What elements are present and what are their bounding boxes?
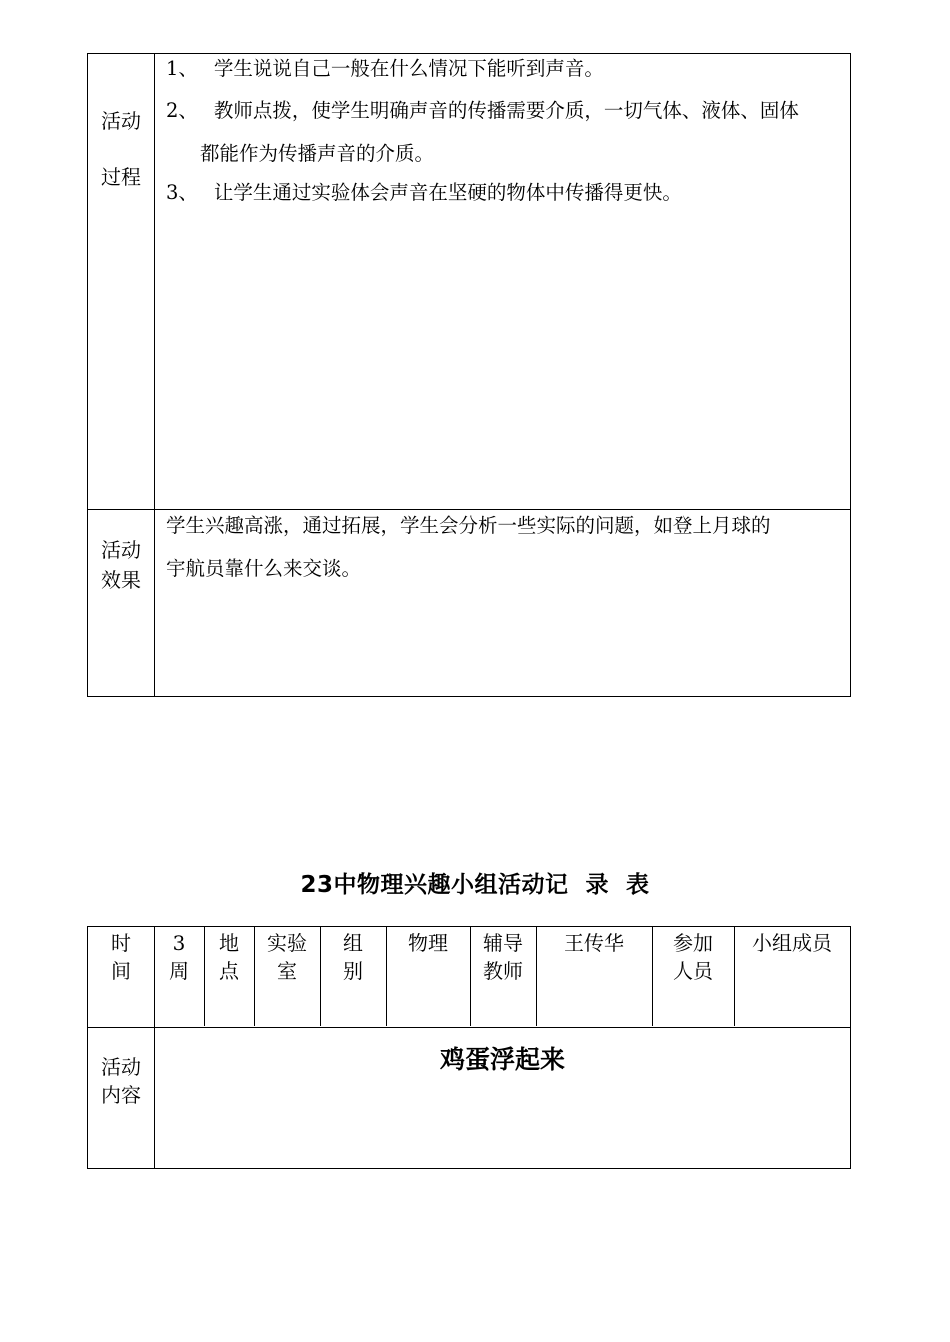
teacher-value: 王传华 xyxy=(564,931,624,955)
group-value: 物理 xyxy=(408,931,448,955)
place-value: 实验 室 xyxy=(267,931,307,983)
time-label: 时 间 xyxy=(111,931,131,983)
members-label: 参加 人员 xyxy=(673,931,713,983)
effect-line-1: 学生兴趣高涨，通过拓展，学生会分析一些实际的问题，如登上月球的 xyxy=(166,514,771,537)
activity-topic: 鸡蛋浮起来 xyxy=(439,1045,565,1074)
time-value: 3 周 xyxy=(169,931,189,983)
process-item-2-continued: 都能作为传播声音的介质。 xyxy=(200,142,435,165)
activity-record-table-top xyxy=(87,53,851,697)
place-label: 地 点 xyxy=(219,931,239,983)
process-item-2: 2、 教师点拨，使学生明确声音的传播需要介质，一切气体、液体、固体 xyxy=(166,99,799,122)
column-divider xyxy=(154,54,155,696)
effect-line-2: 宇航员靠什么来交谈。 xyxy=(166,557,362,580)
effect-label: 活动 效果 xyxy=(101,538,141,592)
process-label: 活动 过程 xyxy=(101,109,141,189)
teacher-label: 辅导 教师 xyxy=(483,931,523,983)
page-title: 23中物理兴趣小组活动记 录 表 xyxy=(300,872,650,898)
members-value: 小组成员 xyxy=(752,931,832,955)
process-item-3: 3、 让学生通过实验体会声音在坚硬的物体中传播得更快。 xyxy=(166,181,682,204)
row-divider xyxy=(88,1027,850,1028)
group-label: 组 别 xyxy=(343,931,363,983)
content-label: 活动 内容 xyxy=(101,1055,141,1107)
process-item-1: 1、 学生说说自己一般在什么情况下能听到声音。 xyxy=(166,57,604,80)
